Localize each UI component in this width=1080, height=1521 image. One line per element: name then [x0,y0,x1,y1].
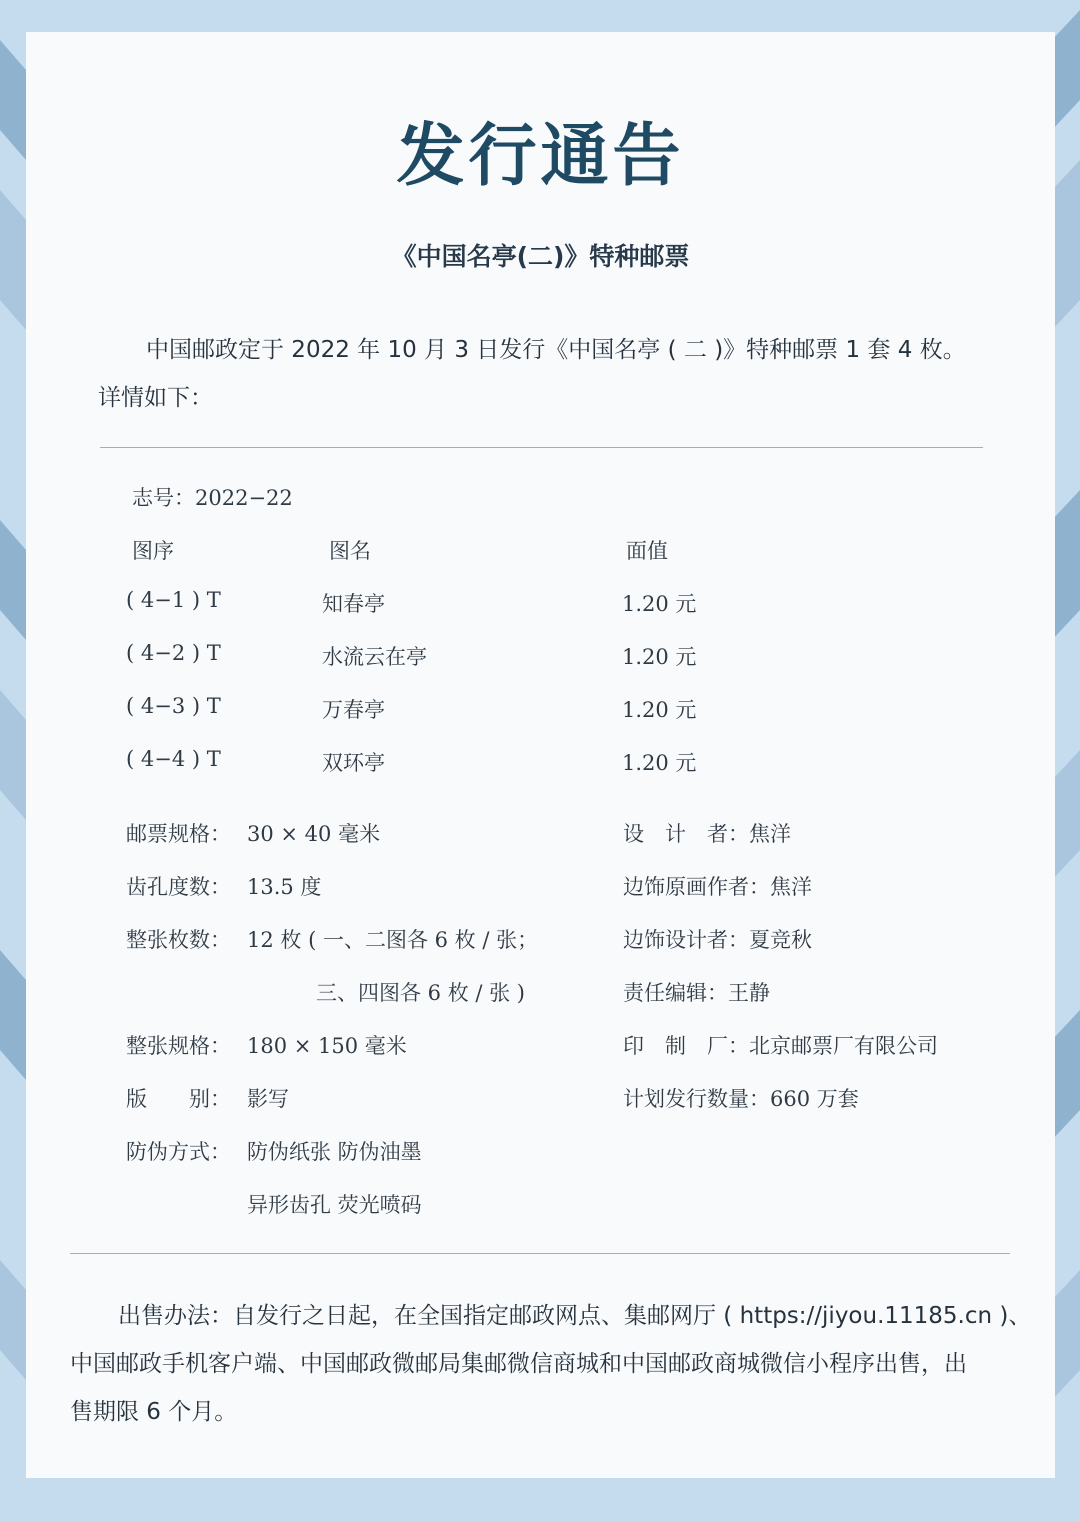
row-name: 万春亭 [322,698,385,722]
row-sequence: ( 4−3 ) T [126,694,221,718]
sale-method-paragraph [70,1292,1030,1436]
credit-editor: 责任编辑：王静 [623,981,770,1005]
stamp-id: 志号：2022−22 [132,486,293,510]
spec-label: 防伪方式： [126,1140,231,1164]
notice-sheet [26,32,1055,1478]
spec-value: 防伪纸张 防伪油墨 [247,1140,422,1164]
credit-printer: 印 制 厂：北京邮票厂有限公司 [623,1034,938,1058]
spec-label: 整张规格： [126,1034,231,1058]
header-name: 图名 [329,539,371,563]
row-value: 1.20 元 [622,592,697,616]
row-sequence: ( 4−4 ) T [126,747,221,771]
spec-value: 180 × 150 毫米 [247,1034,407,1058]
spec-value: 12 枚 ( 一、二图各 6 枚 / 张； [247,928,539,952]
left-border-pattern [0,0,26,1521]
intro-paragraph [98,326,998,422]
credit-quantity: 计划发行数量：660 万套 [623,1087,859,1111]
header-sequence: 图序 [132,539,174,563]
credit-border-designer: 边饰设计者：夏竞秋 [623,928,812,952]
sale-line-3: 售期限 6 个月。 [70,1399,238,1425]
spec-label: 邮票规格： [126,822,231,846]
right-border-pattern [1052,0,1080,1521]
row-value: 1.20 元 [622,751,697,775]
sale-line-2: 中国邮政手机客户端、中国邮政微邮局集邮微信商城和中国邮政商城微信小程序出售，出 [70,1351,967,1377]
row-name: 知春亭 [322,592,385,616]
sale-line-1: 出售办法：自发行之日起，在全国指定邮政网点、集邮网厅 ( https://jiyou.11185.cn )、 [118,1303,1032,1329]
credit-border-artist: 边饰原画作者：焦洋 [623,875,812,899]
spec-value: 异形齿孔 荧光喷码 [247,1193,422,1217]
spec-label: 整张枚数： [126,928,231,952]
top-divider [100,447,983,448]
header-value: 面值 [626,539,668,563]
spec-value: 影写 [247,1087,289,1111]
spec-label: 版 别： [126,1087,231,1111]
row-sequence: ( 4−2 ) T [126,641,221,665]
stamp-subtitle: 《中国名亭(二)》特种邮票 [391,242,690,271]
row-name: 水流云在亭 [322,645,427,669]
intro-line-1: 中国邮政定于 2022 年 10 月 3 日发行《中国名亭 ( 二 )》特种邮票 1 套 4 枚。 [146,337,966,363]
credit-designer: 设 计 者：焦洋 [623,822,791,846]
intro-line-2: 详情如下： [98,385,213,411]
spec-label: 齿孔度数： [126,875,231,899]
spec-value: 30 × 40 毫米 [247,822,381,846]
row-sequence: ( 4−1 ) T [126,588,221,612]
row-value: 1.20 元 [622,698,697,722]
spec-value: 13.5 度 [247,875,322,899]
spec-value: 三、四图各 6 枚 / 张 ) [316,981,526,1005]
row-name: 双环亭 [322,751,385,775]
notice-title: 发行通告 [396,117,685,196]
bottom-divider [70,1253,1010,1254]
row-value: 1.20 元 [622,645,697,669]
